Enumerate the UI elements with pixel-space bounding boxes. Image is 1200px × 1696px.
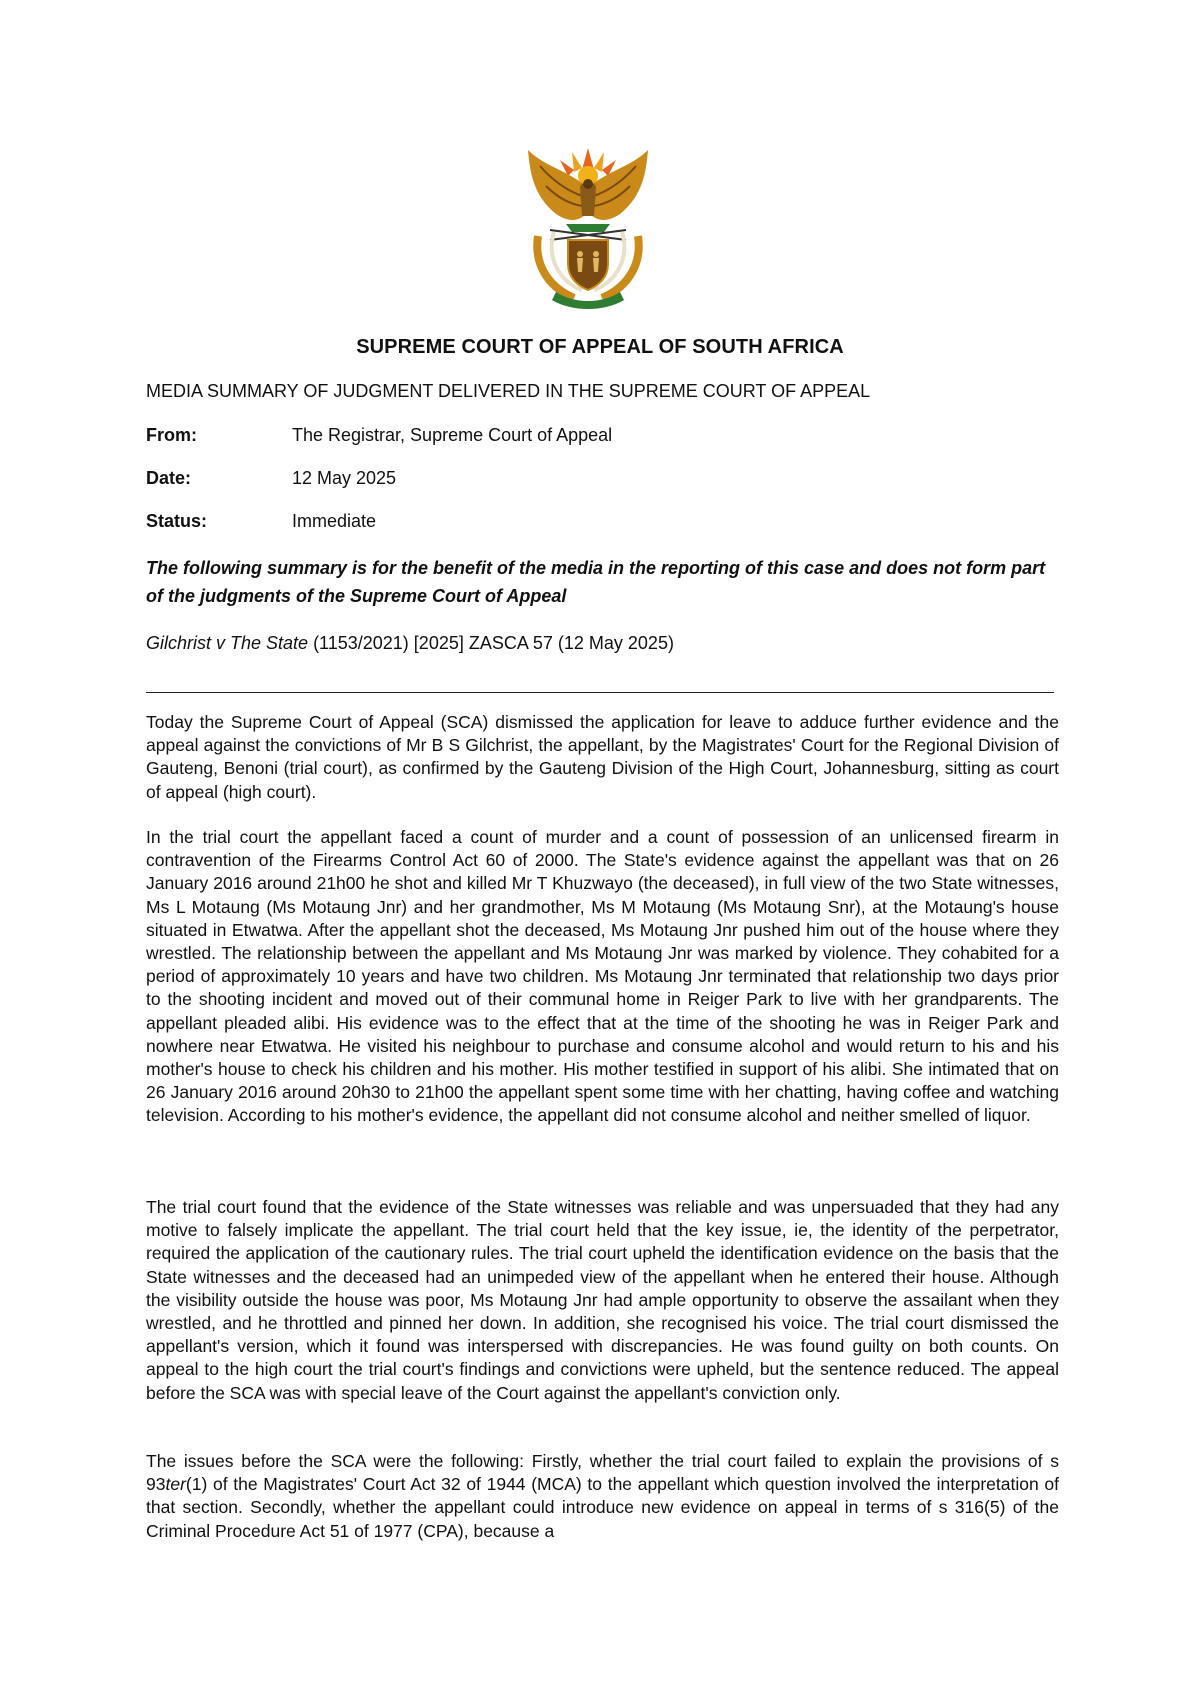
case-reference: (1153/2021) [2025] ZASCA 57 (12 May 2025)	[308, 633, 674, 653]
paragraph-4-part-a: The issues before the SCA were the following: Firstly, whether the trial court failed to explain the provisions of s 93	[146, 1451, 1059, 1495]
media-disclaimer-note: The following summary is for the benefit of the media in the reporting of this case and does not form part of the judgments of the Supreme Court of Appeal	[146, 558, 1046, 606]
separator-rule	[146, 692, 1054, 693]
media-summary-title: MEDIA SUMMARY OF JUDGMENT DELIVERED IN THE SUPREME COURT OF APPEAL	[146, 381, 871, 401]
court-name-heading: SUPREME COURT OF APPEAL OF SOUTH AFRICA	[356, 336, 844, 358]
paragraph-2: In the trial court the appellant faced a count of murder and a count of possession of an unlicensed firearm in contravention of the Firearms Control Act 60 of 2000. The State's evidence against the appellant was that on 26 January 2016 around 21h00 he shot and killed Mr T Khuzwayo (the deceased), in full view of the two State witnesses, Ms L Motaung (Ms Motaung Jnr) and her grandmother, Ms M Motaung (Ms Motaung Snr), at the Motaung's house situated in Etwatwa. After the appellant shot the deceased, Ms Motaung Jnr pushed him out of the house where they wrestled. The relationship between the appellant and Ms Motaung Jnr was marked by violence. They cohabited for a period of approximately 10 years and have two children. Ms Motaung Jnr terminated that relationship two days prior to the shooting incident and moved out of their communal home in Reiger Park to live with her grandparents. The appellant pleaded alibi. His evidence was to the effect that at the time of the shooting he was in Reiger Park and nowhere near Etwatwa. He visited his neighbour to purchase and consume alcohol and would return to his and his mother's house to check his children and his mother. His mother testified in support of his alibi. She intimated that on 26 January 2016 around 20h30 to 21h00 the appellant spent some time with her chatting, having coffee and watching television. According to his mother's evidence, the appellant did not consume alcohol and neither smelled of liquor.	[146, 827, 1059, 1126]
paragraph-1: Today the Supreme Court of Appeal (SCA) dismissed the application for leave to adduce further evidence and the appeal against the convictions of Mr B S Gilchrist, the appellant, by the Magistrates' Court for the Regional Division of Gauteng, Benoni (trial court), as confirmed by the Gauteng Division of the High Court, Johannesburg, sitting as court of appeal (high court).	[146, 712, 1059, 802]
coat-of-arms-icon	[516, 140, 660, 310]
ter-italic: ter	[165, 1474, 186, 1495]
case-citation	[146, 633, 674, 654]
paragraph-4-part-b: (1) of the Magistrates' Court Act 32 of 1944 (MCA) to the appellant which question involved the interpretation of that section. Secondly, whether the appellant could introduce new evidence on appeal in terms of s 316(5) of the Criminal Procedure Act 51 of 1977 (CPA), because a	[146, 1474, 1059, 1541]
status-value: Immediate	[292, 511, 377, 531]
from-label: From:	[146, 425, 197, 445]
paragraph-4	[146, 1450, 1059, 1543]
date-label: Date:	[146, 468, 192, 488]
date-value: 12 May 2025	[292, 468, 397, 488]
from-value: The Registrar, Supreme Court of Appeal	[292, 425, 613, 445]
case-name: Gilchrist v The State	[146, 633, 309, 653]
paragraph-3: The trial court found that the evidence of the State witnesses was reliable and was unpersuaded that they had any motive to falsely implicate the appellant. The trial court held that the key issue, ie, the identity of the perpetrator, required the application of the cautionary rules. The trial court upheld the identification evidence on the basis that the State witnesses and the deceased had an unimpeded view of the appellant when he entered their house. Although the visibility outside the house was poor, Ms Motaung Jnr had ample opportunity to observe the assailant when they wrestled, and he throttled and pinned her down. In addition, she recognised his voice. The trial court dismissed the appellant's version, which it found was interspersed with discrepancies. He was found guilty on both counts. On appeal to the high court the trial court's findings and convictions were upheld, but the sentence reduced. The appeal before the SCA was with special leave of the Court against the appellant's conviction only.	[146, 1197, 1059, 1403]
status-label: Status:	[146, 511, 208, 531]
